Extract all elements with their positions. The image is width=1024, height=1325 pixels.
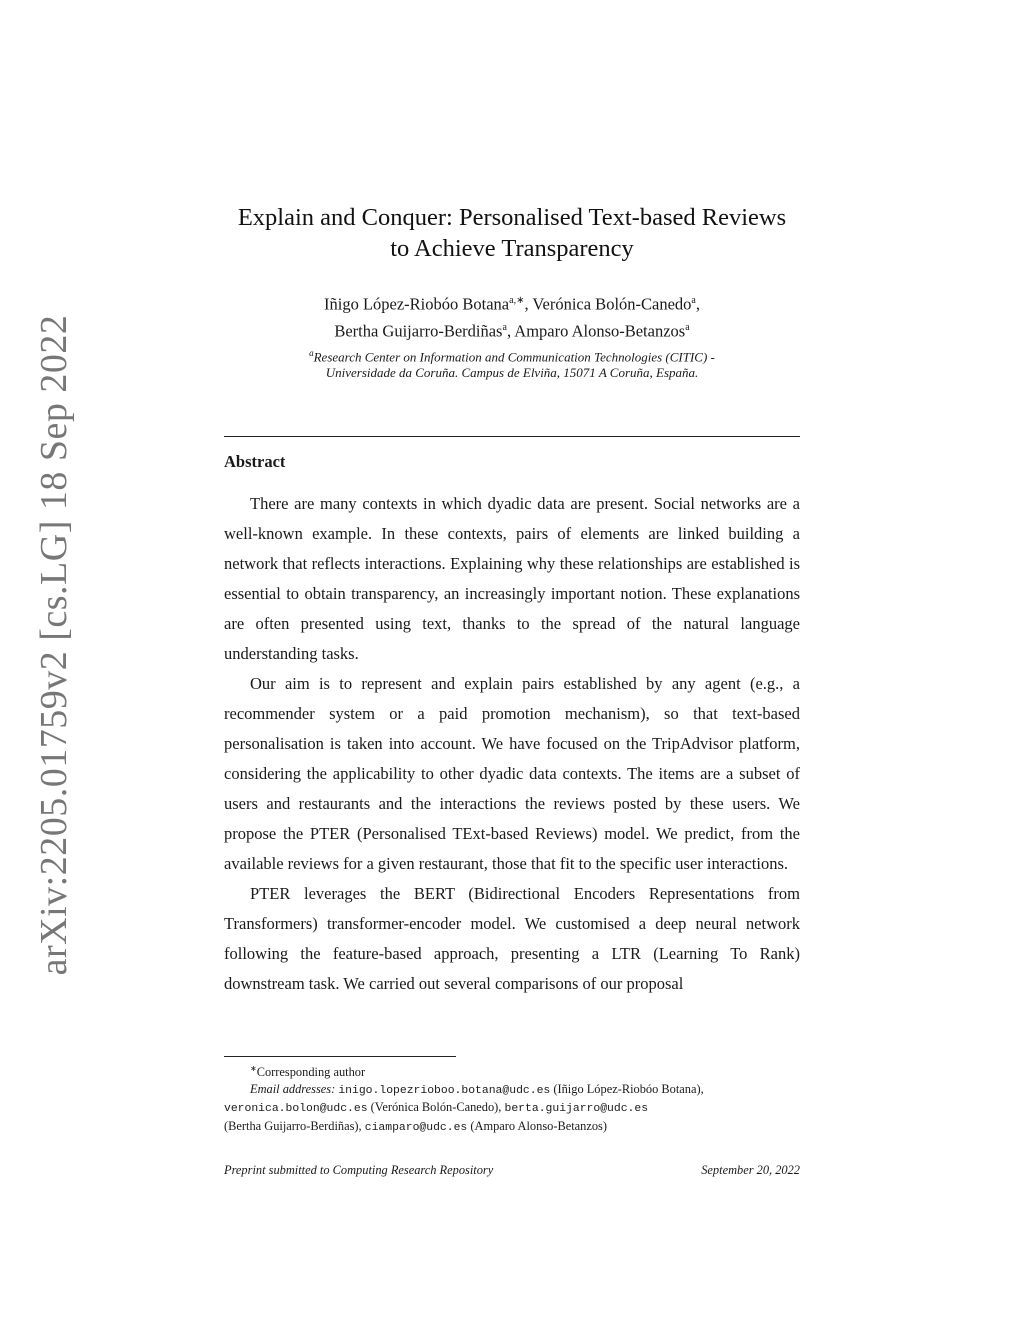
email-owner: (Bertha Guijarro-Berdiñas), [224,1118,362,1133]
author-affil-mark: a [691,295,696,306]
affiliation-line1: Research Center on Information and Communication Technologies (CITIC) - [313,349,715,365]
abstract-heading: Abstract [224,452,286,471]
email-link[interactable]: inigo.lopezrioboo.botana@udc.es [338,1084,551,1097]
footnote [224,1061,800,1136]
affiliation [224,345,800,381]
author-name: Amparo Alonso-Betanzos [514,321,686,340]
footnote-rule [224,1056,456,1057]
author-name: Iñigo López-Riobóo Botana [324,294,510,314]
page-footer [224,1163,800,1178]
abstract-paragraph: Our aim is to represent and explain pairs established by any agent (e.g., a recommender system or a paid promotion mechanism), so that text-based personalisation is taken into account. We have focused on the TripAdvisor platform, considering the applicability to other dyadic data contexts. The items are a subset of users and restaurants and the interactions the reviews posted by these users. We propose the PTER (Personalised TExt-based Reviews) model. We predict, from the available reviews for a given restaurant, those that fit to the specific user interactions. [224,674,800,873]
email-owner: (Iñigo López-Riobóo Botana), [553,1081,704,1096]
header-rule [224,436,800,437]
corresponding-mark: ∗ [250,1064,257,1073]
footer-date: September 20, 2022 [701,1163,800,1177]
corresponding-author-note: Corresponding author [256,1065,366,1080]
email-owner: (Amparo Alonso-Betanzos) [470,1118,608,1133]
paper-title-line2: to Achieve Transparency [390,235,634,262]
paper-title-line1: Explain and Conquer: Personalised Text-based Reviews [237,204,787,231]
affiliation-line2: Universidade da Coruña. Campus de Elviña, 15071 A Coruña, España. [325,365,699,381]
paper-title [224,202,800,264]
author-affil-mark: a [502,321,507,333]
abstract-body [224,489,800,999]
affiliation-mark: a [309,348,314,358]
email-label: Email addresses: [250,1081,336,1096]
email-link[interactable]: veronica.bolon@udc.es [224,1103,368,1116]
author-name: Verónica Bolón-Canedo [532,294,692,314]
author-list: Iñigo López-Riobóo Botana$^{a,∗}$, Verónica Bolón-Canedo$^a$, Bertha Guijarro-Berdiñas$^a$, Amparo Alonso-Betanzos$^a$ [324,294,700,340]
footer-preprint-note: Preprint submitted to Computing Research Repository [224,1163,494,1177]
abstract-paragraph: There are many contexts in which dyadic data are present. Social networks are a well-known example. In these contexts, pairs of elements are linked building a network that reflects interactions. Explaining why these relationships are established is essential to obtain transparency, an increasingly important notion. These explanations are often presented using text, thanks to the spread of the natural language understanding tasks. [224,494,800,663]
email-link[interactable]: ciamparo@udc.es [364,1121,468,1134]
author-affil-mark: a,∗ [509,295,525,306]
author-affil-mark: a [685,321,690,333]
abstract-paragraph: PTER leverages the BERT (Bidirectional Encoders Representations from Transformers) transformer-encoder model. We customised a deep neural network following the feature-based approach, presenting a LTR (Learning To Rank) downstream task. We carried out several comparisons of our proposal [224,884,800,993]
author-name: Bertha Guijarro-Berdiñas [334,321,503,340]
email-owner: (Verónica Bolón-Canedo), [370,1100,502,1115]
arxiv-identifier-stamp: arXiv:2205.01759v2 [cs.LG] 18 Sep 2022 [33,314,75,976]
email-link[interactable]: berta.guijarro@udc.es [504,1103,649,1116]
